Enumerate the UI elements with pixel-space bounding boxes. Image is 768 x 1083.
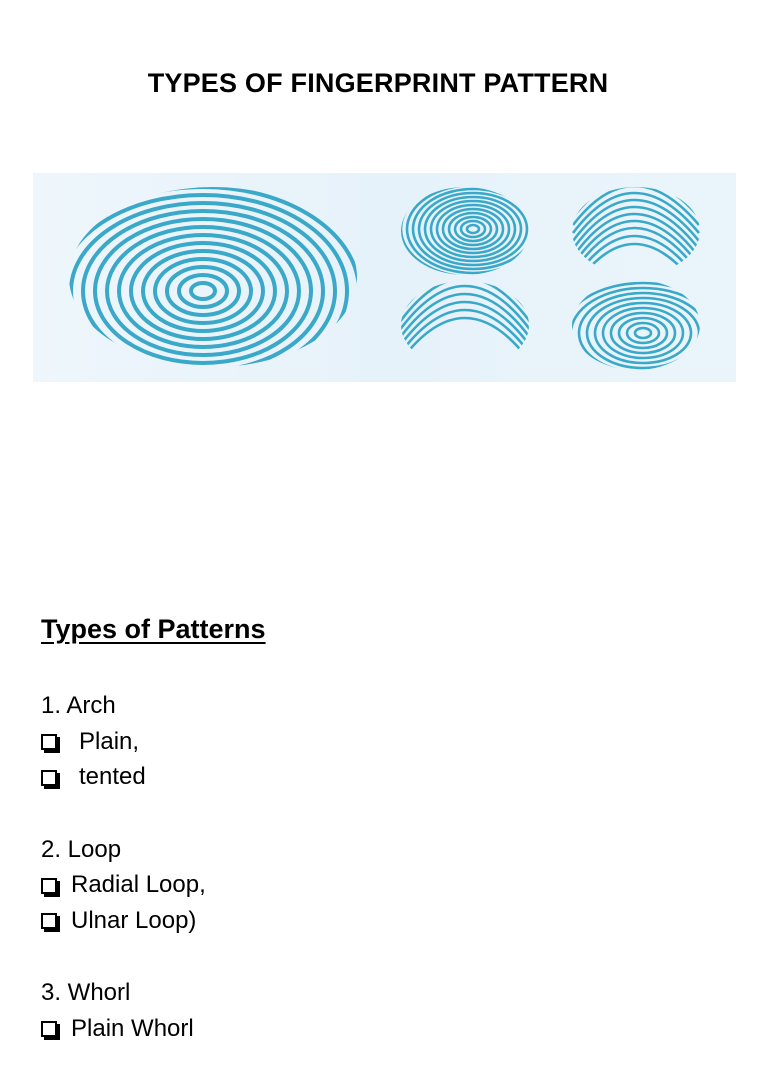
list-item: Ulnar Loop) — [41, 903, 741, 939]
list-item: tented — [41, 759, 741, 795]
fingerprint-banner — [33, 173, 736, 382]
pattern-group-arch — [41, 688, 741, 795]
group-label: 1. Arch — [41, 692, 116, 719]
pattern-group-whorl — [41, 975, 741, 1046]
checkbox-square-icon — [41, 734, 57, 750]
section-heading: Types of Patterns — [41, 614, 266, 644]
group-label: 3. Whorl — [41, 979, 131, 1006]
fingerprint-illustration — [33, 173, 736, 382]
checkbox-square-icon — [41, 878, 57, 894]
page-title: TYPES OF FINGERPRINT PATTERN — [147, 68, 609, 98]
group-label: 2. Loop — [41, 835, 122, 863]
list-item: Plain, — [41, 724, 741, 760]
list-item: Radial Loop, — [41, 867, 741, 903]
list-item: Plain Whorl — [41, 1011, 741, 1047]
pattern-group-loop — [41, 832, 741, 939]
checkbox-square-icon — [41, 913, 57, 929]
checkbox-square-icon — [41, 770, 57, 786]
